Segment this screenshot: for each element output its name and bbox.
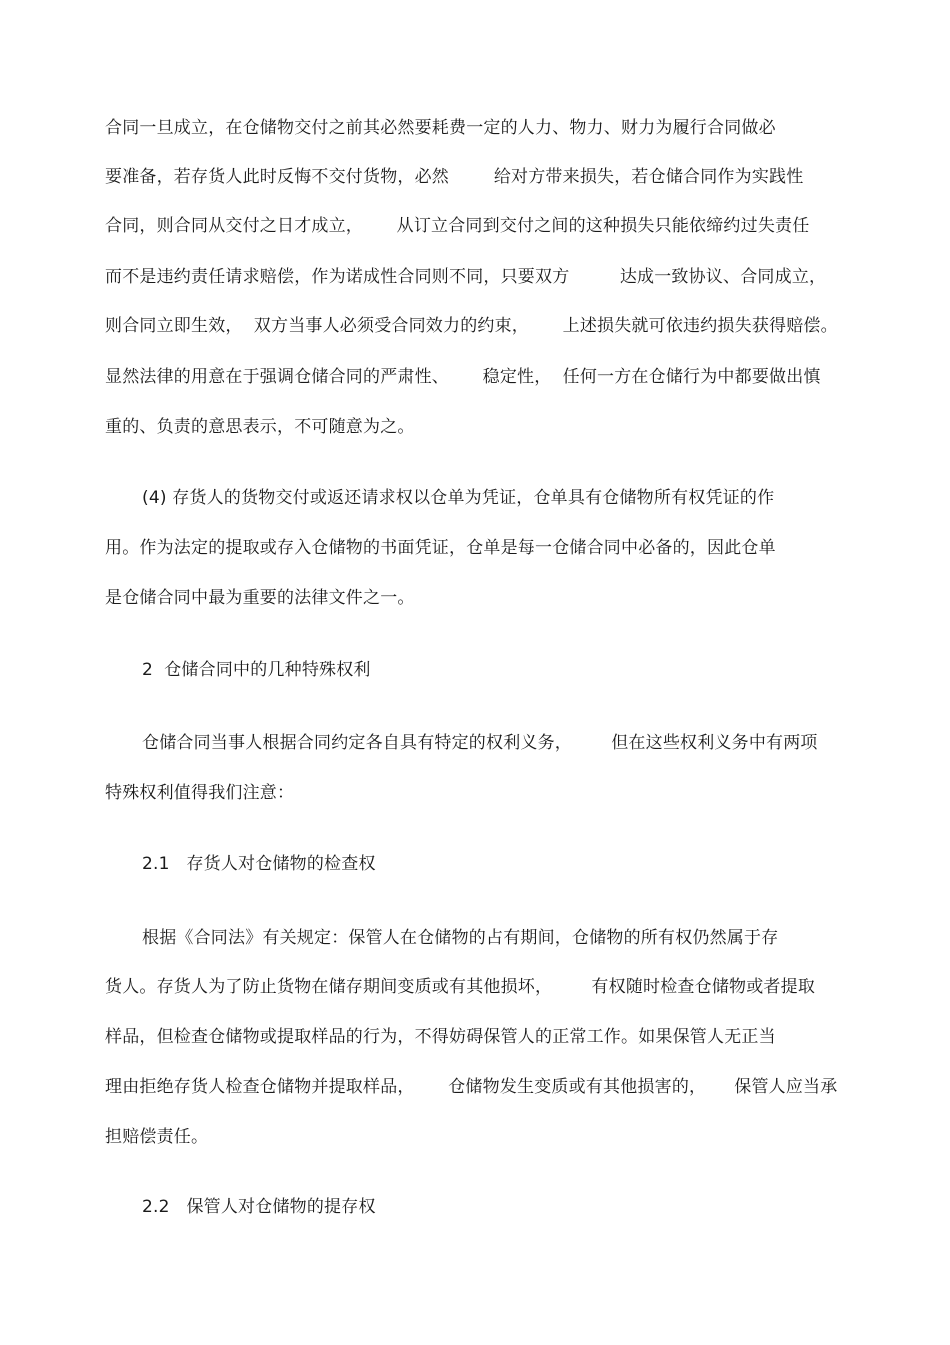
- paragraph-1-line-7: 重的、负责的意思表示，不可随意为之。: [105, 417, 415, 437]
- paragraph-2-line-1: (4) 存货人的货物交付或返还请求权以仓单为凭证，仓单具有仓储物所有权凭证的作: [142, 488, 775, 508]
- paragraph-2-line-3: 是仓储合同中最为重要的法律文件之一。: [105, 588, 415, 608]
- paragraph-2-line-2: 用。作为法定的提取或存入仓储物的书面凭证，仓单是每一仓储合同中必备的，因此仓单: [105, 538, 776, 558]
- section-heading-2-1: 2.1 存货人对仓储物的检查权: [142, 854, 376, 874]
- paragraph-1-line-6: 显然法律的用意在于强调仓储合同的严肃性、 稳定性， 任何一方在仓储行为中都要做出慎: [105, 367, 821, 387]
- paragraph-4-line-5: 担赔偿责任。: [105, 1127, 209, 1147]
- paragraph-1-line-5: 则合同立即生效， 双方当事人必须受合同效力的约束， 上述损失就可依违约损失获得赔偿。: [105, 316, 838, 336]
- paragraph-4-line-4: 理由拒绝存货人检查仓储物并提取样品， 仓储物发生变质或有其他损害的， 保管人应当承: [105, 1077, 838, 1097]
- paragraph-4-line-3: 样品，但检查仓储物或提取样品的行为，不得妨碍保管人的正常工作。如果保管人无正当: [105, 1027, 776, 1047]
- paragraph-1-line-4: 而不是违约责任请求赔偿，作为诺成性合同则不同，只要双方 达成一致协议、合同成立，: [105, 267, 827, 287]
- paragraph-4-line-2: 货人。存货人为了防止货物在储存期间变质或有其他损坏， 有权随时检查仓储物或者提取: [105, 977, 816, 997]
- paragraph-1-line-3: 合同，则合同从交付之日才成立， 从订立合同到交付之间的这种损失只能依缔约过失责任: [105, 216, 810, 236]
- paragraph-4-line-1: 根据《合同法》有关规定：保管人在仓储物的占有期间，仓储物的所有权仍然属于存: [142, 928, 779, 948]
- section-heading-2: 2 仓储合同中的几种特殊权利: [142, 660, 371, 680]
- paragraph-1-line-2: 要准备，若存货人此时反悔不交付货物，必然 给对方带来损失，若仓储合同作为实践性: [105, 167, 804, 187]
- section-heading-2-2: 2.2 保管人对仓储物的提存权: [142, 1197, 376, 1217]
- paragraph-3-line-2: 特殊权利值得我们注意：: [105, 783, 295, 803]
- paragraph-1-line-1: 合同一旦成立，在仓储物交付之前其必然要耗费一定的人力、物力、财力为履行合同做必: [105, 118, 776, 138]
- paragraph-3-line-1: 仓储合同当事人根据合同约定各自具有特定的权利义务， 但在这些权利义务中有两项: [142, 733, 818, 753]
